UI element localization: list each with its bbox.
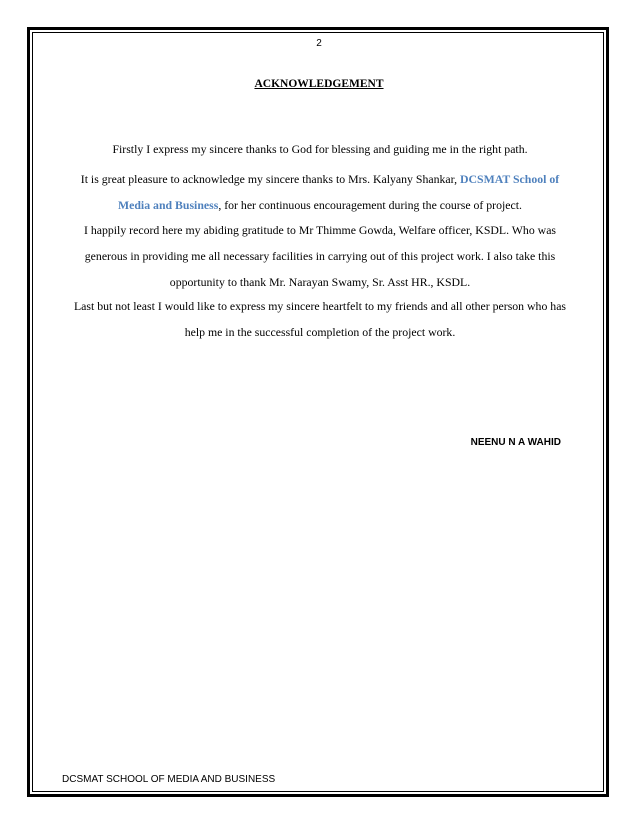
paragraph-text: It is great pleasure to acknowledge my sincere thanks to Mrs. Kalyany Shankar,	[80, 172, 460, 186]
paragraph-text: , for her continuous encouragement during the course of project.	[218, 198, 522, 212]
paragraph-friends-thanks: Last but not least I would like to express my sincere heartfelt to my friends and all other person who has help me in the successful completion of the project work.	[73, 299, 567, 339]
author-signature: NEENU N A WAHID	[470, 437, 561, 448]
paragraph-gratitude-ksdl: I happily record here my abiding gratitude to Mr Thimme Gowda, Welfare officer, KSDL. Who was generous in providing me all necessary facilities in carrying out of this project work. I also take this opportunity to thank Mr. Narayan Swamy, Sr. Asst HR., KSDL.	[83, 223, 557, 289]
page-number: 2	[316, 38, 322, 49]
paragraph-thanks-god: Firstly I express my sincere thanks to God for blessing and guiding me in the right path.	[112, 142, 528, 156]
page-title: ACKNOWLEDGEMENT	[254, 78, 384, 90]
paragraph-acknowledge-guide	[70, 166, 570, 218]
institution-name: DCSMAT School of Media and Business	[118, 172, 560, 212]
page-footer: DCSMAT SCHOOL OF MEDIA AND BUSINESS	[62, 774, 276, 785]
